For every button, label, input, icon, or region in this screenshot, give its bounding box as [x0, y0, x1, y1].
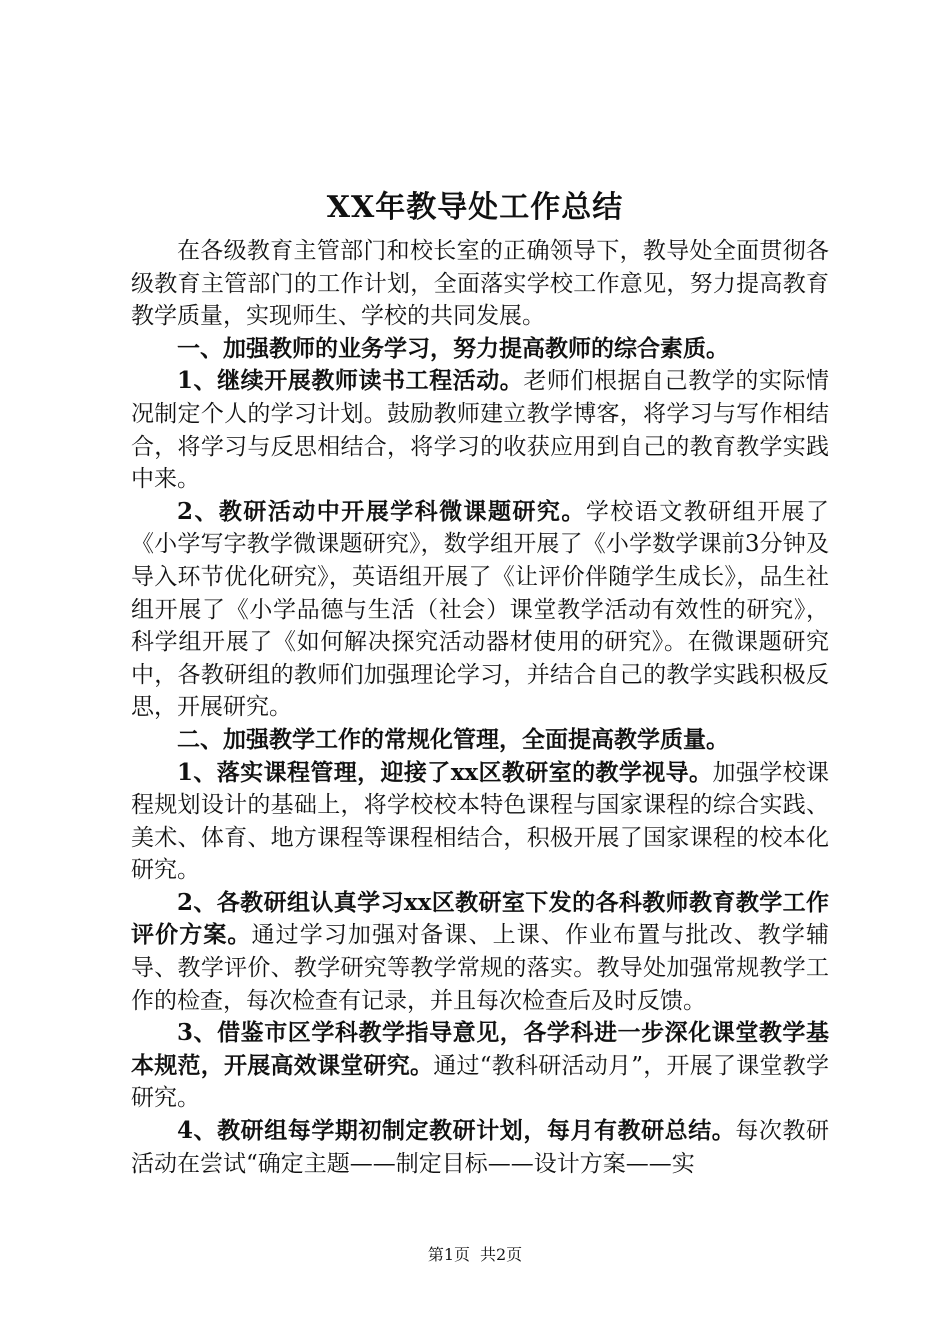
paragraph-lead: 1、继续开展教师读书工程活动。: [177, 367, 524, 395]
paragraph-1-2: [131, 496, 829, 724]
paragraph-2-2: [131, 887, 829, 1017]
page-number-current: 第1页: [427, 1245, 470, 1264]
paragraph-text: 每次教研活动在尝试“确定主题——制定目标——设计方案——实: [131, 1118, 829, 1177]
paragraph-text: 老师们根据自己教学的实际情况制定个人的学习计划。鼓励教师建立教学博客，将学习与写作相结合，将学习与反思相结合，将学习的收获应用到自己的教育教学实践中来。: [131, 368, 829, 493]
page-footer: [0, 1244, 950, 1266]
paragraph-lead: 1、落实课程管理，迎接了xx区教研室的教学视导。: [177, 758, 713, 786]
paragraph-2-3: [131, 1017, 829, 1115]
paragraph-text: 加强学校课程规划设计的基础上，将学校校本特色课程与国家课程的综合实践、美术、体育、地方课程等课程相结合，积极开展了国家课程的校本化研究。: [131, 759, 830, 884]
paragraph-lead: 4、教研组每学期初制定教研计划，每月有教研总结。: [177, 1117, 736, 1145]
document-body: [131, 235, 829, 1180]
paragraph-lead: 2、教研活动中开展学科微课题研究。: [177, 497, 586, 525]
paragraph-text: 通过学习加强对备课、上课、作业布置与批改、教学辅导、教学评价、教学研究等教学常规的落实。教导处加强常规教学工作的检查，每次检查有记录，并且每次检查后及时反馈。: [131, 922, 830, 1014]
page-number-total: 共2页: [480, 1245, 523, 1264]
section-heading-1: 一、加强教师的业务学习，努力提高教师的综合素质。: [177, 334, 729, 362]
paragraph-1-1: [131, 365, 829, 495]
paragraph-lead: 2、各教研组认真学习xx区教研室下发的各科教师教育教学工作评价方案。: [131, 888, 829, 949]
intro-paragraph: [131, 235, 829, 333]
paragraph-text: 在各级教育主管部门和校长室的正确领导下，教导处全面贯彻各级教育主管部门的工作计划，全面落实学校工作意见，努力提高教育教学质量，实现师生、学校的共同发展。: [131, 238, 829, 330]
paragraph-2-4: [131, 1115, 829, 1180]
paragraph-text: 学校语文教研组开展了《小学写字教学微课题研究》，数学组开展了《小学数学课前3分钟及导入环节优化研究》，英语组开展了《让评价伴随学生成长》，品生社组开展了《小学品德与生活（社会）课堂教学活动有效性的研究》，科学组开展了《如何解决探究活动器材使用的研究》。在微课题研究中，各教研组的教师们加强理论学习，并结合自己的教学实践积极反思，开展研究。: [131, 498, 829, 721]
section-heading-2: 二、加强教学工作的常规化管理，全面提高教学质量。: [177, 725, 729, 753]
document-title: XX年教导处工作总结: [326, 190, 624, 225]
paragraph-2-1: [131, 757, 829, 887]
paragraph-text: 通过“教科研活动月”，开展了课堂教学研究。: [131, 1052, 829, 1112]
paragraph-lead: 3、借鉴市区学科教学指导意见，各学科进一步深化课堂教学基本规范，开展高效课堂研究。: [131, 1019, 829, 1079]
